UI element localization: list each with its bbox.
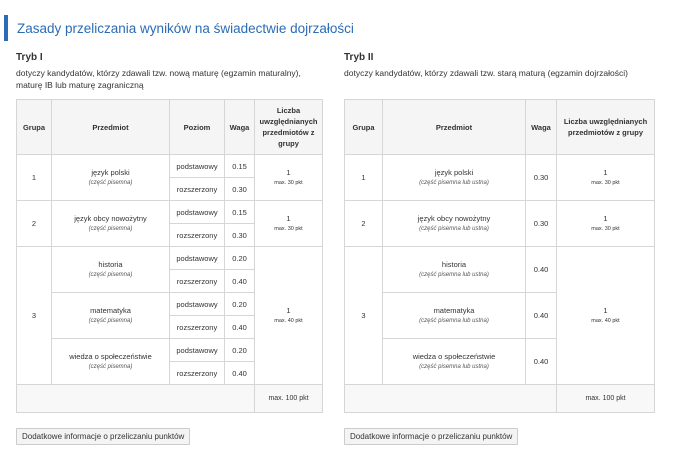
- limit-points: max. 30 pkt: [274, 179, 303, 186]
- subject-cell: [52, 155, 170, 201]
- limit-count: 1: [603, 167, 608, 177]
- subject-cell: [383, 201, 526, 247]
- group-number: 3: [345, 247, 383, 385]
- level-cell: rozszerzony: [170, 316, 225, 339]
- table-header-row: [17, 100, 323, 155]
- total-blank: [345, 385, 557, 413]
- table-row: [345, 155, 655, 201]
- group-number: 2: [345, 201, 383, 247]
- mode-1-section: [16, 52, 323, 402]
- subject-name: historia: [98, 259, 123, 269]
- subject-note: (część pisemna): [88, 179, 133, 186]
- level-cell: podstawowy: [170, 201, 225, 224]
- subject-cell: [52, 293, 170, 339]
- weight-cell: 0.30: [526, 201, 557, 247]
- subject-name: historia: [441, 259, 467, 269]
- subject-note: (część pisemna lub ustna): [419, 363, 489, 370]
- mode-2-section: [344, 52, 655, 402]
- subject-name: matematyka: [433, 305, 475, 315]
- table-header-row: [345, 100, 655, 155]
- total-row: [345, 385, 655, 413]
- limit-count: 1: [603, 305, 608, 315]
- weight-cell: 0.30: [225, 178, 255, 201]
- total-points: max. 100 pkt: [557, 385, 655, 413]
- mode-2-table: [344, 99, 655, 413]
- subject-note: (część pisemna): [88, 271, 133, 278]
- table-row: [345, 201, 655, 247]
- header-accent-bar: [4, 15, 8, 41]
- subject-name: język polski: [91, 167, 130, 177]
- weight-cell: 0.40: [225, 362, 255, 385]
- mode-1-description: dotyczy kandydatów, którzy zdawali tzw. nową maturę (egzamin maturalny), maturę IB lub maturę zagraniczną: [16, 68, 301, 90]
- subject-name: język polski: [434, 167, 474, 177]
- mode-2-title: Tryb II: [344, 52, 374, 63]
- limit-cell: [255, 155, 323, 201]
- mode-1-title: Tryb I: [16, 52, 43, 63]
- limit-cell: [557, 155, 655, 201]
- weight-cell: 0.40: [225, 270, 255, 293]
- header-limit: Liczba uwzględnianych przedmiotów z grupy: [557, 100, 655, 155]
- level-cell: rozszerzony: [170, 362, 225, 385]
- subject-cell: [383, 293, 526, 339]
- subject-cell: [383, 339, 526, 385]
- level-cell: podstawowy: [170, 339, 225, 362]
- level-cell: podstawowy: [170, 247, 225, 270]
- limit-points: max. 30 pkt: [591, 225, 620, 232]
- subject-name: język obcy nowożytny: [74, 213, 147, 223]
- weight-cell: 0.20: [225, 339, 255, 362]
- header-limit: Liczba uwzględnianych przedmiotów z grupy: [255, 100, 323, 155]
- level-cell: rozszerzony: [170, 178, 225, 201]
- group-number: 1: [345, 155, 383, 201]
- weight-cell: 0.40: [225, 316, 255, 339]
- more-info-button-mode-2[interactable]: Dodatkowe informacje o przeliczaniu punktów: [344, 428, 518, 445]
- header-weight: Waga: [526, 100, 557, 155]
- level-cell: podstawowy: [170, 293, 225, 316]
- weight-cell: 0.40: [526, 339, 557, 385]
- limit-cell: [255, 201, 323, 247]
- table-row: [17, 155, 323, 178]
- subject-name: wiedza o społeczeństwie: [412, 351, 496, 361]
- header-level: Poziom: [170, 100, 225, 155]
- subject-cell: [52, 201, 170, 247]
- limit-count: 1: [603, 213, 608, 223]
- subject-cell: [52, 247, 170, 293]
- header-group: Grupa: [345, 100, 383, 155]
- header-group: Grupa: [17, 100, 52, 155]
- total-points: max. 100 pkt: [255, 385, 323, 413]
- limit-points: max. 40 pkt: [274, 317, 303, 324]
- subject-note: (część pisemna): [88, 225, 133, 232]
- subject-note: (część pisemna lub ustna): [419, 271, 489, 278]
- subject-note: (część pisemna): [88, 317, 133, 324]
- weight-cell: 0.40: [526, 293, 557, 339]
- level-cell: podstawowy: [170, 155, 225, 178]
- table-row: [345, 247, 655, 293]
- weight-cell: 0.30: [526, 155, 557, 201]
- mode-1-table: [16, 99, 323, 413]
- page-header: [4, 15, 680, 41]
- limit-points: max. 30 pkt: [591, 179, 620, 186]
- mode-2-description: dotyczy kandydatów, którzy zdawali tzw. starą maturą (egzamin dojrzałości): [344, 68, 628, 78]
- limit-cell: [557, 247, 655, 385]
- weight-cell: 0.15: [225, 155, 255, 178]
- limit-points: max. 40 pkt: [591, 317, 620, 324]
- subject-note: (część pisemna lub ustna): [419, 317, 489, 324]
- group-number: 3: [17, 247, 52, 385]
- subject-name: matematyka: [90, 305, 131, 315]
- limit-count: 1: [286, 167, 291, 177]
- weight-cell: 0.40: [526, 247, 557, 293]
- weight-cell: 0.15: [225, 201, 255, 224]
- subject-cell: [52, 339, 170, 385]
- subject-cell: [383, 155, 526, 201]
- weight-cell: 0.20: [225, 293, 255, 316]
- subject-name: wiedza o społeczeństwie: [69, 351, 152, 361]
- more-info-button-mode-1[interactable]: Dodatkowe informacje o przeliczaniu punktów: [16, 428, 190, 445]
- header-subject: Przedmiot: [383, 100, 526, 155]
- limit-count: 1: [286, 213, 291, 223]
- subject-cell: [383, 247, 526, 293]
- limit-cell: [557, 201, 655, 247]
- limit-points: max. 30 pkt: [274, 225, 303, 232]
- subject-note: (część pisemna): [88, 363, 133, 370]
- weight-cell: 0.30: [225, 224, 255, 247]
- subject-note: (część pisemna lub ustna): [419, 225, 489, 232]
- limit-count: 1: [286, 305, 291, 315]
- subject-name: język obcy nowożytny: [417, 213, 491, 223]
- header-weight: Waga: [225, 100, 255, 155]
- table-row: [17, 247, 323, 270]
- header-subject: Przedmiot: [52, 100, 170, 155]
- total-row: [17, 385, 323, 413]
- group-number: 2: [17, 201, 52, 247]
- table-row: [17, 201, 323, 224]
- subject-note: (część pisemna lub ustna): [419, 179, 489, 186]
- weight-cell: 0.20: [225, 247, 255, 270]
- level-cell: rozszerzony: [170, 270, 225, 293]
- page-title: Zasady przeliczania wyników na świadectwie dojrzałości: [17, 20, 354, 36]
- level-cell: rozszerzony: [170, 224, 225, 247]
- group-number: 1: [17, 155, 52, 201]
- total-blank: [17, 385, 255, 413]
- limit-cell: [255, 247, 323, 385]
